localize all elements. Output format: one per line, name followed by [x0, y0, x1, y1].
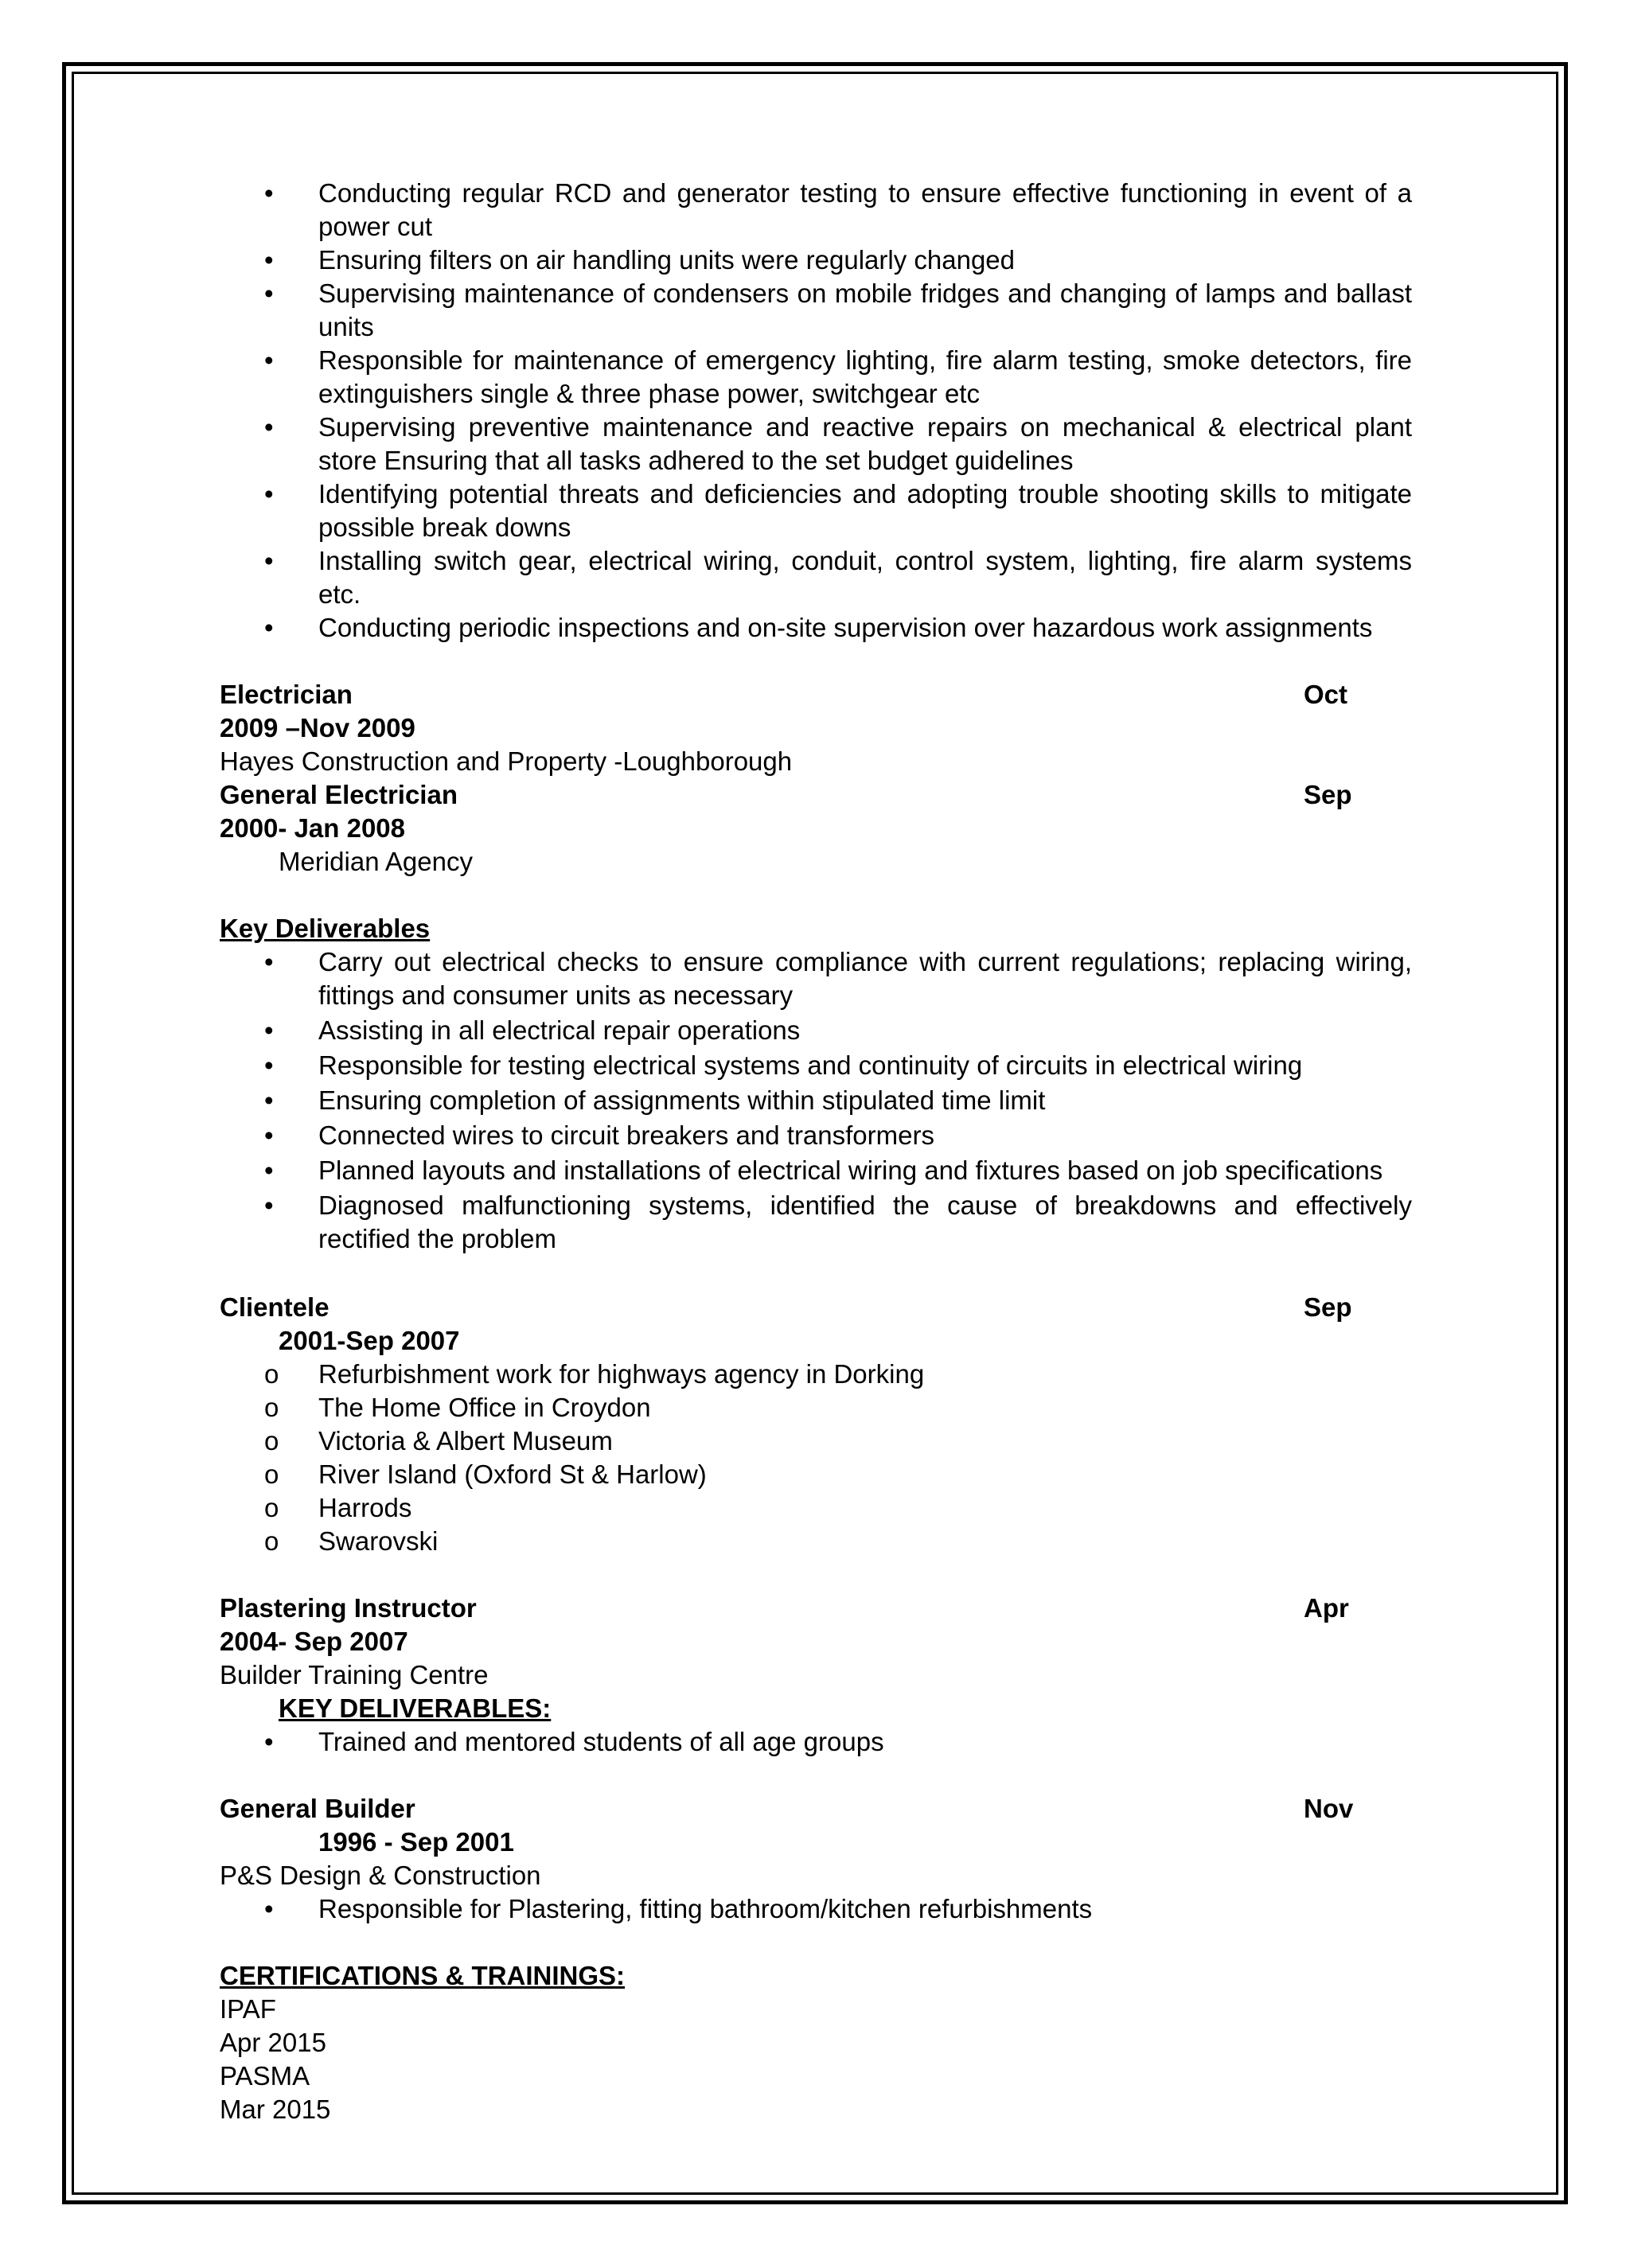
list-item: o Harrods [220, 1491, 1412, 1525]
certifications-heading: CERTIFICATIONS & TRAININGS: [220, 1961, 626, 1990]
bullet-icon: • [264, 1050, 274, 1080]
bullet-icon: • [264, 1155, 274, 1185]
circle-bullet-icon: o [264, 1493, 279, 1522]
bullet-icon: • [264, 345, 274, 375]
list-item: • Installing switch gear, electrical wiring, conduit, control system, lighting, fire alarm systems etc. [264, 546, 1412, 609]
list-item: • Trained and mentored students of all age groups [220, 1725, 1412, 1759]
key-deliverables-heading: Key Deliverables [220, 914, 431, 943]
bullet-icon: • [264, 613, 274, 642]
job-title: General Builder [220, 1794, 415, 1823]
resume-content [220, 177, 1412, 2126]
bullet-icon: • [264, 178, 274, 208]
list-item: • Supervising maintenance of condensers on mobile fridges and changing of lamps and ballast units [264, 279, 1412, 341]
bullet-icon: • [264, 1191, 274, 1220]
circle-bullet-icon: o [264, 1426, 279, 1455]
bullet-icon: • [264, 279, 274, 308]
job-start-month: Oct [1304, 680, 1348, 709]
job-company: Hayes Construction and Property -Loughborough [220, 746, 793, 776]
circle-bullet-icon: o [264, 1526, 279, 1556]
circle-bullet-icon: o [264, 1359, 279, 1389]
list-item: • Connected wires to circuit breakers and transformers [220, 1119, 1412, 1152]
job-heading-plastering-instructor [220, 1592, 1412, 1625]
list-item: • Supervising preventive maintenance and reactive repairs on mechanical & electrical plant store Ensuring that all tasks adhered to the set budget guidelines [264, 412, 1412, 475]
job-heading-general-builder [220, 1792, 1412, 1826]
list-item: o Refurbishment work for highways agency in Dorking [220, 1358, 1412, 1391]
job-title: Plastering Instructor [220, 1593, 477, 1623]
list-item: • Carry out electrical checks to ensure compliance with current regulations; replacing wiring, fittings and consumer units as necessary [264, 947, 1412, 1010]
bullet-icon: • [264, 1015, 274, 1045]
plastering-deliverables-list [220, 1725, 1412, 1759]
certification-line: Apr 2015 [220, 2028, 326, 2057]
builder-deliverables-list [220, 1892, 1412, 1926]
job-heading-general-electrician [220, 778, 1412, 812]
list-item: o Victoria & Albert Museum [220, 1424, 1412, 1458]
circle-bullet-icon: o [264, 1393, 279, 1422]
job-start-month: Sep [1304, 780, 1352, 809]
bullet-icon: • [264, 1894, 274, 1923]
list-item: • Ensuring completion of assignments within stipulated time limit [220, 1084, 1412, 1117]
list-item: o The Home Office in Croydon [220, 1391, 1412, 1424]
job-heading-electrician [220, 678, 1412, 711]
responsibilities-list [220, 177, 1412, 645]
job-title: Clientele [220, 1292, 330, 1322]
bullet-icon: • [264, 412, 274, 442]
job-company: P&S Design & Construction [220, 1861, 541, 1890]
certification-line: IPAF [220, 1994, 276, 2024]
list-item: • Conducting regular RCD and generator testing to ensure effective functioning in event of a power cut [264, 178, 1412, 241]
list-item: • Diagnosed malfunctioning systems, identified the cause of breakdowns and effectively rectified the problem [264, 1191, 1412, 1253]
clientele-list [220, 1358, 1412, 1558]
job-company: Builder Training Centre [220, 1660, 489, 1689]
job-dates: 2004- Sep 2007 [220, 1627, 408, 1656]
job-title: General Electrician [220, 780, 458, 809]
certification-line: PASMA [220, 2061, 310, 2091]
bullet-icon: • [264, 1085, 274, 1115]
list-item: o Swarovski [220, 1525, 1412, 1558]
bullet-icon: • [264, 947, 274, 976]
list-item: • Planned layouts and installations of electrical wiring and fixtures based on job specifications [220, 1154, 1412, 1187]
job-dates: 2001-Sep 2007 [279, 1326, 460, 1355]
list-item: • Responsible for Plastering, fitting bathroom/kitchen refurbishments [220, 1892, 1412, 1926]
certification-line: Mar 2015 [220, 2095, 331, 2124]
list-item: • Ensuring filters on air handling units were regularly changed [220, 244, 1412, 277]
job-start-month: Nov [1304, 1794, 1354, 1823]
list-item: o River Island (Oxford St & Harlow) [220, 1458, 1412, 1491]
job-heading-clientele [220, 1291, 1412, 1324]
bullet-icon: • [264, 1120, 274, 1150]
bullet-icon: • [264, 479, 274, 509]
job-title: Electrician [220, 680, 353, 709]
bullet-icon: • [264, 1727, 274, 1756]
job-dates: 1996 - Sep 2001 [318, 1827, 514, 1857]
circle-bullet-icon: o [264, 1459, 279, 1489]
list-item: • Conducting periodic inspections and on-site supervision over hazardous work assignments [220, 611, 1412, 645]
bullet-icon: • [264, 245, 274, 275]
job-dates: 2000- Jan 2008 [220, 813, 406, 843]
list-item: • Identifying potential threats and deficiencies and adopting trouble shooting skills to mitigate possible break downs [264, 479, 1412, 542]
job-company: Meridian Agency [279, 847, 473, 876]
key-deliverables-heading: KEY DELIVERABLES: [279, 1693, 552, 1723]
list-item: • Responsible for testing electrical systems and continuity of circuits in electrical wiring [220, 1049, 1412, 1082]
job-dates: 2009 –Nov 2009 [220, 713, 415, 742]
job-start-month: Apr [1304, 1593, 1349, 1623]
key-deliverables-list [220, 945, 1412, 1256]
list-item: • Responsible for maintenance of emergency lighting, fire alarm testing, smoke detectors, fire extinguishers single & three phase power, switchgear etc [264, 345, 1412, 408]
job-start-month: Sep [1304, 1292, 1352, 1322]
list-item: • Assisting in all electrical repair operations [220, 1014, 1412, 1047]
bullet-icon: • [264, 546, 274, 575]
